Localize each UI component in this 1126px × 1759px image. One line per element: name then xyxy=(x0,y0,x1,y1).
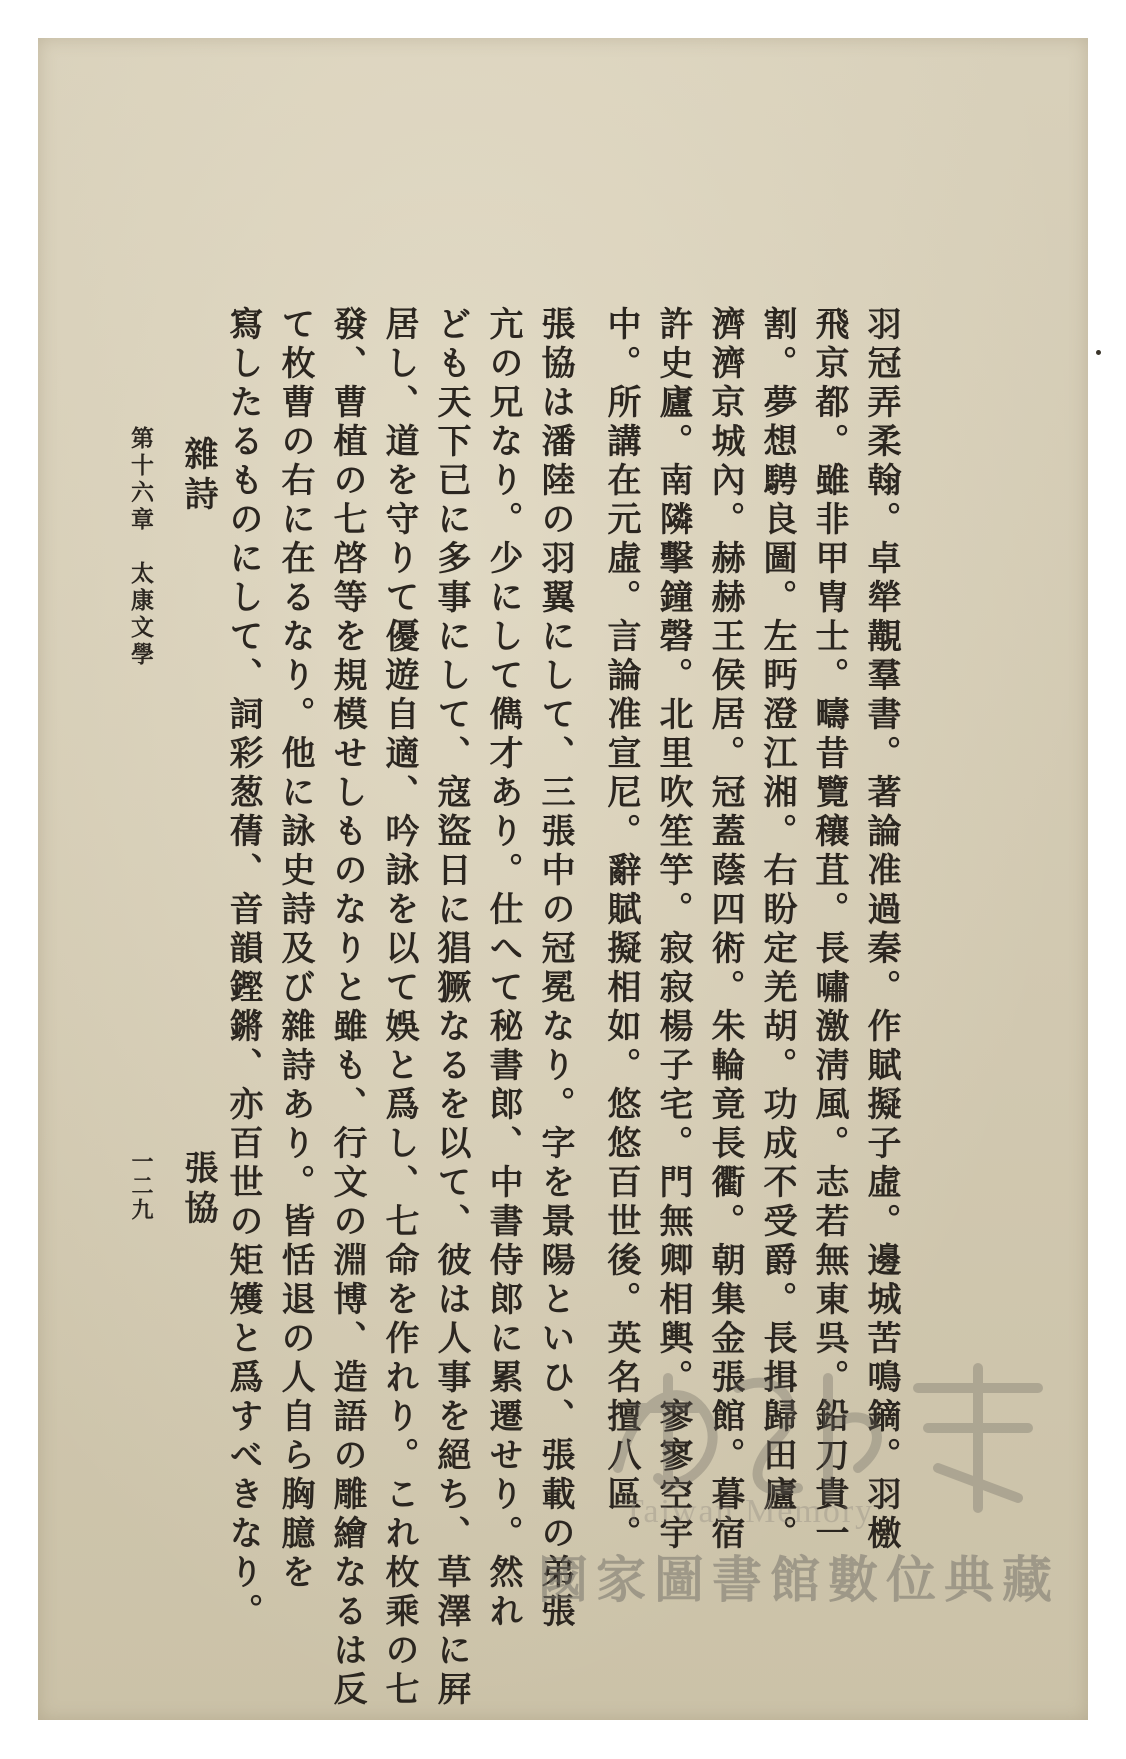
watermark-english: Taiwan Memory xyxy=(623,1493,875,1530)
text-column-9: ども天下已に多事にして、寇盜日に猖獗なるを以て、彼は人事を絕ち、草澤に屛 xyxy=(431,306,471,1710)
text-column-5: 許史廬。南隣擊鐘磬。北里吹笙竽。寂寂楊子宅。門無卿相輿。寥寥空宇 xyxy=(653,306,693,1554)
text-column-2: 飛京都。雖非甲冑士。疇昔覽穰苴。長嘯激淸風。志若無東呉。鉛刀貴一 xyxy=(809,306,849,1554)
ink-speck xyxy=(1096,350,1101,355)
author-label: 張協 xyxy=(178,1150,218,1230)
text-column-12: て枚曹の右に在るなり。他に詠史詩及び雜詩あり。皆恬退の人自ら胸臆を xyxy=(275,306,315,1593)
text-column-13: 寫したるものにして、詞彩葱蒨、音韻鏗鏘、亦百世の矩矱と爲すべきなり。 xyxy=(223,306,263,1632)
watermark-chinese: 國家圖書館數位典藏 xyxy=(538,1551,1060,1609)
text-column-11: 發、曹植の七啓等を規模せしものなりと雖も、行文の淵博、造語の雕繪なるは反 xyxy=(327,306,367,1710)
text-column-8: 亢の兄なり。少にして儁才あり。仕へて秘書郎、中書侍郎に累遷せり。然れ xyxy=(483,306,523,1632)
page-number: 一二九 xyxy=(128,1150,154,1222)
text-column-3: 割。夢想騁良圖。左眄澄江湘。右盼定羌胡。功成不受爵。長揖歸田廬。 xyxy=(757,306,797,1554)
book-page xyxy=(38,38,1088,1720)
text-column-1: 羽冠弄柔翰。卓犖覯羣書。著論准過秦。作賦擬子虛。邊城苦鳴鏑。羽檄 xyxy=(861,306,901,1554)
running-head: 第十六章 太康文學 xyxy=(127,426,154,669)
text-column-6: 中。所講在元虛。言論准宣尼。辭賦擬相如。悠悠百世後。英名擅八區。 xyxy=(601,306,641,1554)
text-column-4: 濟濟京城內。赫赫王侯居。冠蓋蔭四術。朱輪竟長衢。朝集金張館。暮宿 xyxy=(705,306,745,1554)
text-column-7: 張協は潘陸の羽翼にして、三張中の冠冕なり。字を景陽といひ、張載の弟張 xyxy=(535,306,575,1632)
text-column-10: 居し、道を守りて優遊自適、吟詠を以て娛と爲し、七命を作れり。これ枚乘の七 xyxy=(379,306,419,1710)
section-title: 雜詩 xyxy=(178,436,218,516)
